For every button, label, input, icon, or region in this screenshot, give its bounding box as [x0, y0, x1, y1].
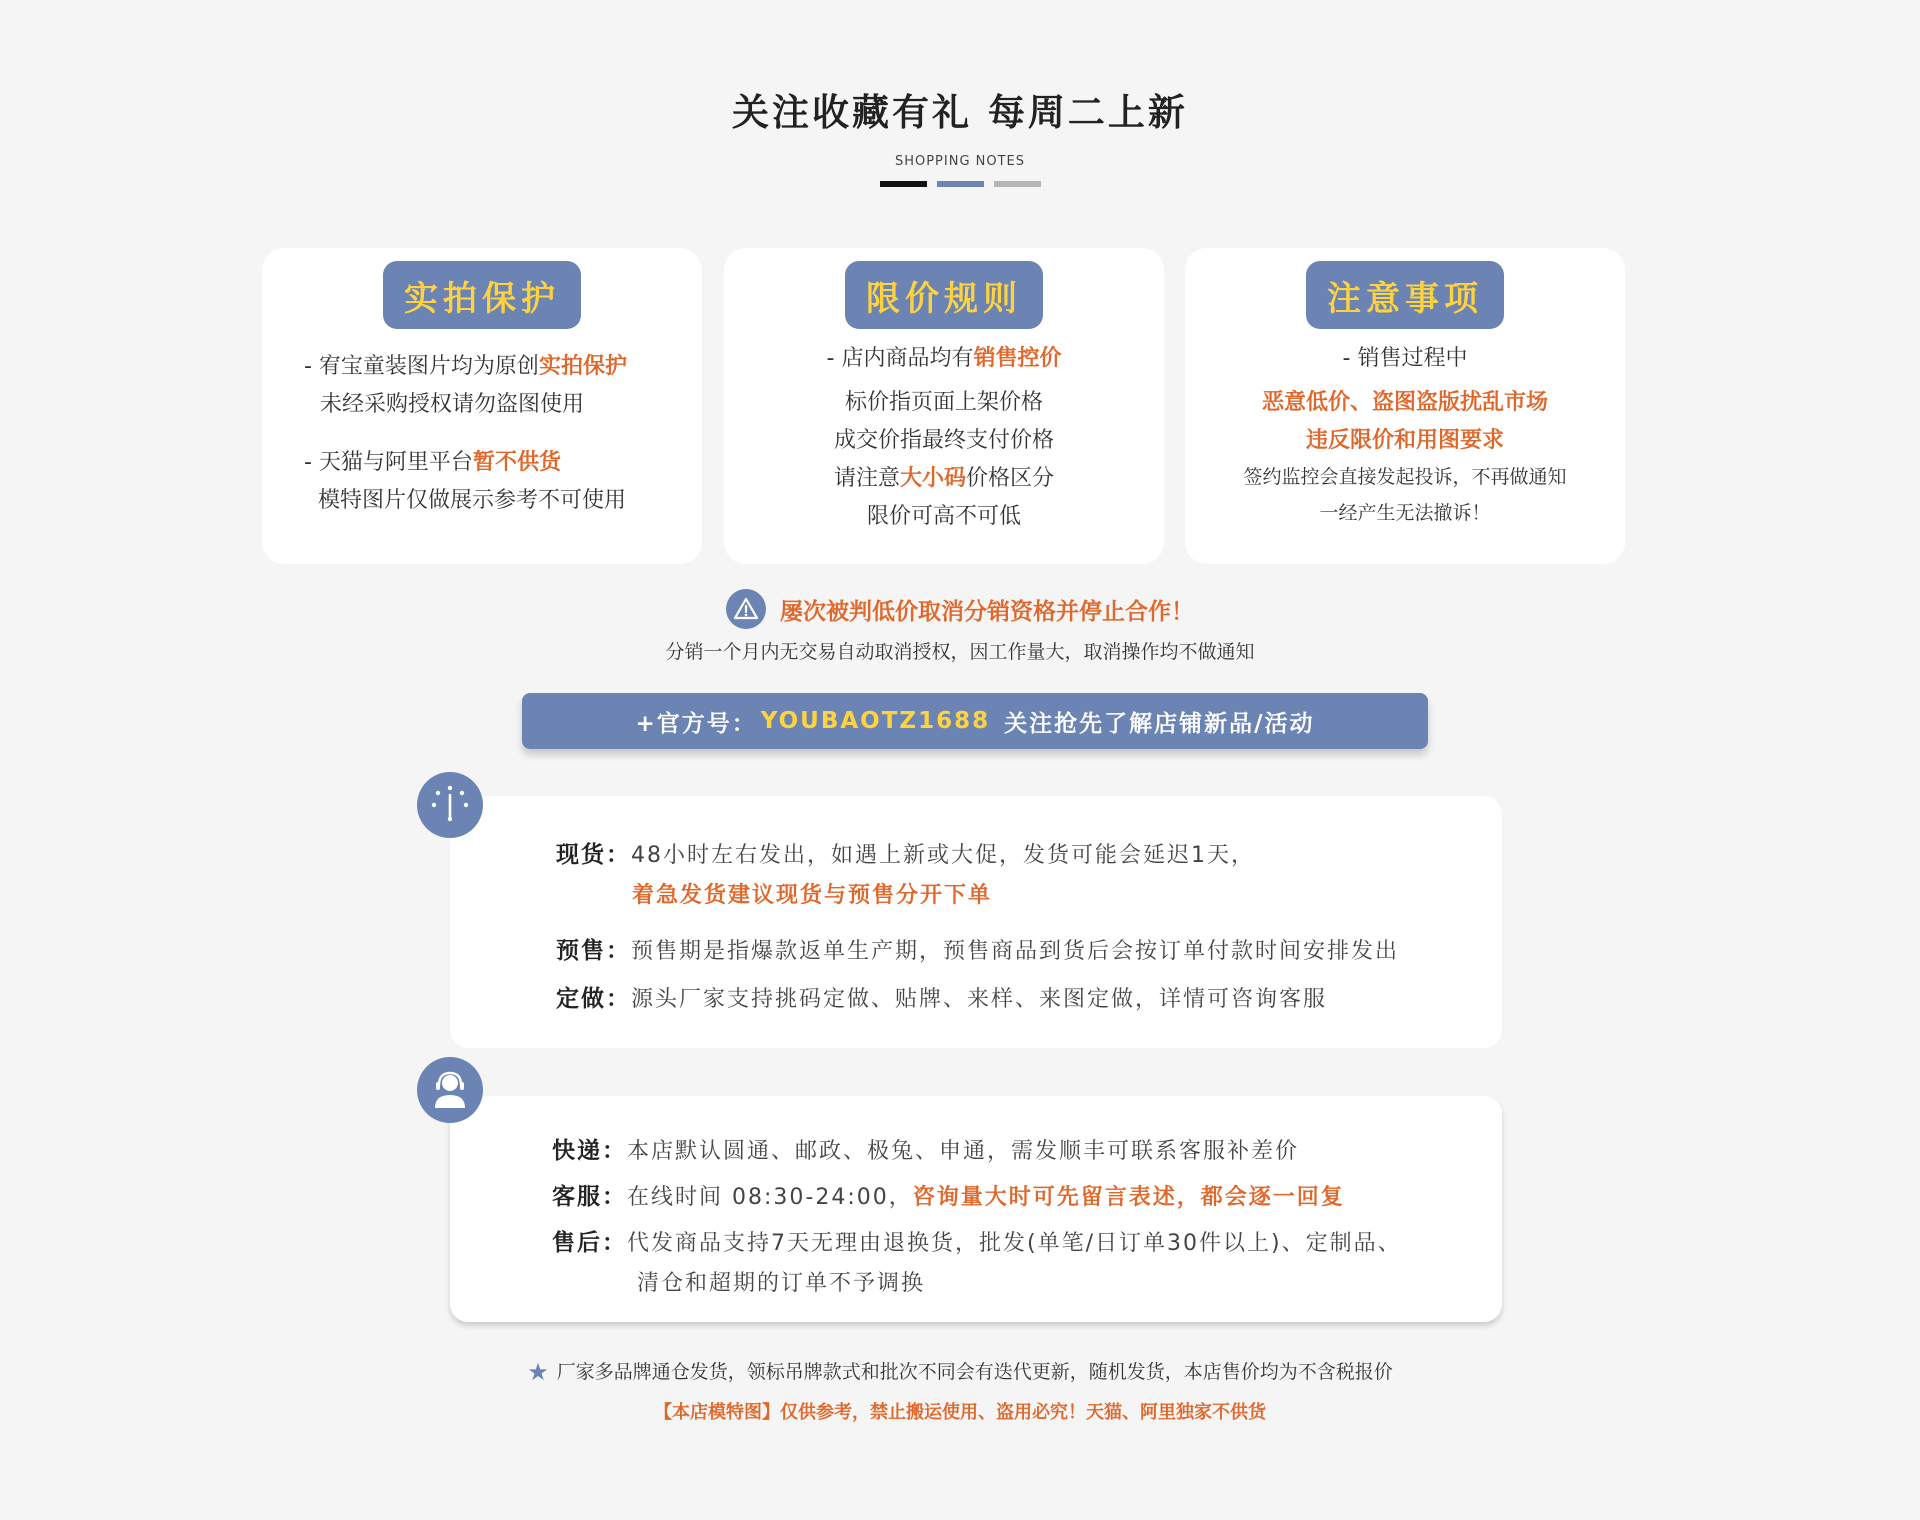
card-line: 成交价指最终支付价格	[833, 428, 1054, 453]
card-highlight: 大小码	[899, 466, 966, 491]
card-title-pill: 注意事项	[1306, 261, 1504, 329]
header	[0, 82, 1920, 187]
row-text: 源头厂家支持挑码定做、贴牌、来样、来图定做，详情可咨询客服	[631, 987, 1328, 1012]
row-label: 售后：	[552, 1230, 627, 1256]
card-highlight: 销售控价	[973, 346, 1062, 371]
official-account-banner[interactable]	[522, 693, 1428, 749]
row-text: 48小时左右发出，如遇上新或大促，发货可能会延迟1天，	[631, 843, 1255, 868]
shipping-row-presale	[556, 932, 1399, 965]
row-label: 现货：	[556, 842, 631, 868]
page-title: 关注收藏有礼 每周二上新	[732, 91, 1188, 134]
card-line: 未经采购授权请勿盗图使用	[320, 392, 585, 417]
row-highlight: 着急发货建议现货与预售分开下单	[632, 883, 993, 908]
row-text: 在线时间 08:30-24:00，	[627, 1185, 913, 1210]
page-subtitle: SHOPPING NOTES	[894, 154, 1026, 169]
row-label: 快递：	[552, 1138, 627, 1164]
service-row-cs	[552, 1178, 1345, 1211]
card-line: 签约监控会直接发起投诉，不再做通知	[1243, 466, 1567, 488]
card-line	[724, 460, 1164, 498]
shipping-row-stock	[556, 836, 1255, 869]
card-highlight-line: 恶意低价、盗图盗版扰乱市场	[1261, 390, 1548, 415]
card-title-pill: 实拍保护	[383, 261, 581, 329]
warning-title: 屡次被判低价取消分销资格并停止合作！	[780, 598, 1194, 625]
banner-suffix: 关注抢先了解店铺新品/活动	[1004, 710, 1315, 737]
customer-service-icon	[417, 1057, 483, 1123]
row-highlight: 咨询量大时可先留言表述，都会逐一回复	[912, 1185, 1345, 1210]
card-line	[304, 444, 561, 482]
footer-line-1: 厂家多品牌通仓发货，领标吊牌款式和批次不同会有迭代更新，随机发货，本店售价均为不含税报价	[556, 1361, 1393, 1383]
card-photo-protection	[262, 248, 702, 564]
card-highlight-line: 违反限价和用图要求	[1305, 428, 1504, 453]
card-line	[304, 348, 627, 386]
card-line: 模特图片仅做展示参考不可使用	[318, 488, 627, 513]
card-text: 价格区分	[966, 466, 1055, 491]
service-row-after-sales	[552, 1224, 1402, 1257]
card-notes	[1185, 248, 1625, 564]
clock-icon	[417, 772, 483, 838]
card-highlight: 暂不供货	[472, 450, 561, 475]
card-highlight: 实拍保护	[538, 354, 627, 379]
row-text: 本店默认圆通、邮政、极兔、申通，需发顺丰可联系客服补差价	[627, 1139, 1300, 1164]
card-price-rules	[724, 248, 1164, 564]
card-body	[724, 340, 1164, 536]
decoration-bar-blue	[937, 181, 984, 187]
card-text: - 店内商品均有	[826, 346, 974, 371]
star-icon: ★	[527, 1358, 549, 1386]
warning-headline	[726, 589, 1194, 629]
card-line: 标价指页面上架价格	[844, 390, 1043, 415]
footer-note	[0, 1357, 1920, 1386]
row-text: 预售期是指爆款返单生产期，预售商品到货后会按订单付款时间安排发出	[631, 939, 1400, 964]
card-line	[724, 340, 1164, 378]
footer-warning: 【本店模特图】仅供参考，禁止搬运使用、盗用必究！天猫、阿里独家不供货	[654, 1402, 1266, 1423]
row-text: 清仓和超期的订单不予调换	[637, 1271, 926, 1296]
warning-section	[0, 589, 1920, 664]
banner-account-code: YOUBAOTZ1688	[760, 708, 991, 734]
service-row-express	[552, 1132, 1299, 1165]
banner-prefix: +官方号：	[635, 710, 757, 737]
row-text: 代发商品支持7天无理由退换货，批发(单笔/日订单30件以上)、定制品、	[627, 1231, 1402, 1256]
card-line: 限价可高不可低	[866, 504, 1021, 529]
decoration-bar-black	[880, 181, 927, 187]
card-title-pill: 限价规则	[845, 261, 1043, 329]
row-label: 客服：	[552, 1184, 627, 1210]
row-label: 定做：	[556, 986, 631, 1012]
card-text: 请注意	[833, 466, 900, 491]
card-line: 一经产生无法撤诉！	[1319, 502, 1491, 524]
shipping-row-stock-note	[632, 878, 992, 909]
title-decoration	[0, 181, 1920, 187]
card-text: - 宥宝童装图片均为原创	[304, 354, 539, 379]
service-row-after-sales-cont	[637, 1266, 925, 1297]
card-body	[1185, 340, 1625, 532]
card-line: - 销售过程中	[1342, 346, 1468, 371]
warning-subtitle: 分销一个月内无交易自动取消授权，因工作量大，取消操作均不做通知	[665, 641, 1255, 663]
decoration-bar-gray	[994, 181, 1041, 187]
row-label: 预售：	[556, 938, 631, 964]
card-text: - 天猫与阿里平台	[304, 450, 473, 475]
warning-triangle-icon	[726, 589, 766, 629]
shipping-row-custom	[556, 980, 1327, 1013]
